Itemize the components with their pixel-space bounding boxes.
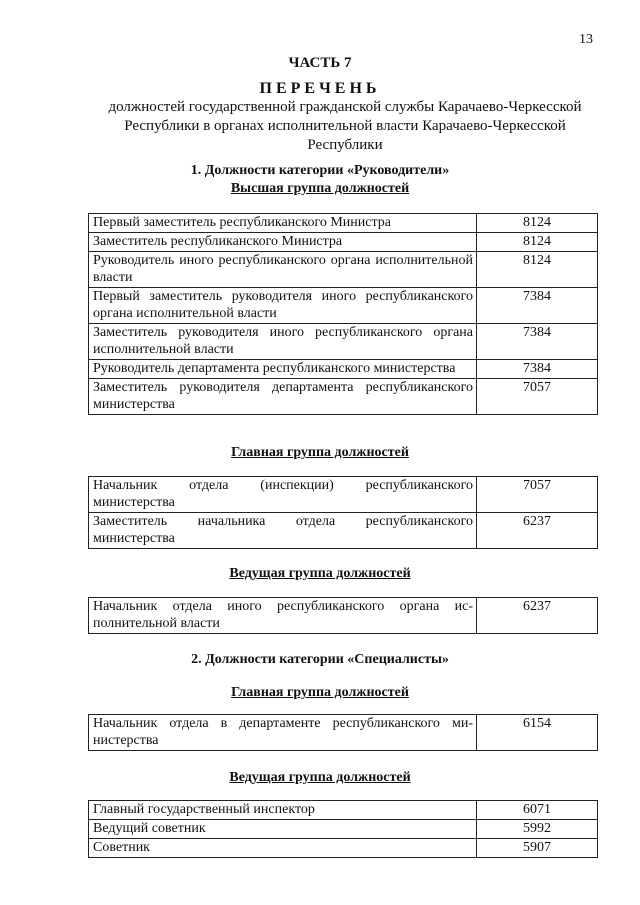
position-code: 8124 (477, 233, 598, 252)
position-name: Первый заместитель руководителя иного республиканского органа исполнительной власти (89, 288, 477, 324)
positions-table-main-specialists (88, 714, 598, 751)
table-row (89, 252, 598, 288)
table-row (89, 324, 598, 360)
table-row (89, 820, 598, 839)
table-row (89, 477, 598, 513)
position-code: 5907 (477, 839, 598, 858)
position-code: 8124 (477, 252, 598, 288)
position-code: 6237 (477, 598, 598, 634)
position-name: Заместитель республиканского Министра (89, 233, 477, 252)
group-heading-highest: Высшая группа должностей (230, 181, 410, 196)
position-code: 7384 (477, 360, 598, 379)
positions-table-main (88, 476, 598, 549)
table-row (89, 288, 598, 324)
category-heading-specialists: 2. Должности категории «Специалисты» (191, 652, 449, 667)
list-title: ПЕРЕЧЕНЬ (259, 80, 381, 97)
page-number: 13 (579, 32, 593, 47)
position-code: 8124 (477, 214, 598, 233)
position-name: Руководитель департамента республиканского министерства (89, 360, 477, 379)
category-heading-managers: 1. Должности категории «Руководители» (190, 163, 450, 178)
position-name: Руководитель иного республиканского органа исполнительной власти (89, 252, 477, 288)
table-row (89, 233, 598, 252)
table-row (89, 839, 598, 858)
table-row (89, 715, 598, 751)
position-code: 7384 (477, 324, 598, 360)
position-name: Начальник отдела в департаменте республиканского министерства (89, 715, 477, 751)
part-title: ЧАСТЬ 7 (288, 55, 352, 71)
position-name: Первый заместитель республиканского Министра (89, 214, 477, 233)
document-subtitle: должностей государственной гражданской службы Карачаево-Черкесской Республики в органах исполнительной власти Карачаево-Черкесской Республики (108, 99, 582, 153)
group-heading-main: Главная группа должностей (231, 445, 409, 460)
table-row (89, 214, 598, 233)
positions-table-highest (88, 213, 598, 415)
positions-table-leading-specialists (88, 800, 598, 858)
table-row (89, 801, 598, 820)
table-row (89, 360, 598, 379)
position-code: 7057 (477, 477, 598, 513)
position-name: Начальник отдела (инспекции) республиканского министерства (89, 477, 477, 513)
position-name: Ведущий советник (89, 820, 477, 839)
group-heading-leading: Ведущая группа должностей (229, 566, 411, 581)
position-name: Главный государственный инспектор (89, 801, 477, 820)
table-row (89, 379, 598, 415)
position-code: 7384 (477, 288, 598, 324)
position-code: 7057 (477, 379, 598, 415)
positions-table-leading (88, 597, 598, 634)
table-row (89, 513, 598, 549)
group-heading-leading-specialists: Ведущая группа должностей (229, 770, 411, 785)
table-row (89, 598, 598, 634)
position-name: Заместитель руководителя иного республиканского органа исполнительной власти (89, 324, 477, 360)
position-name: Заместитель руководителя департамента республиканского министерства (89, 379, 477, 415)
position-name: Заместитель начальника отдела республиканского министерства (89, 513, 477, 549)
position-code: 6071 (477, 801, 598, 820)
group-heading-main-specialists: Главная группа должностей (231, 685, 409, 700)
position-code: 6237 (477, 513, 598, 549)
position-name: Советник (89, 839, 477, 858)
position-code: 6154 (477, 715, 598, 751)
position-code: 5992 (477, 820, 598, 839)
position-name: Начальник отдела иного республиканского органа исполнительной власти (89, 598, 477, 634)
